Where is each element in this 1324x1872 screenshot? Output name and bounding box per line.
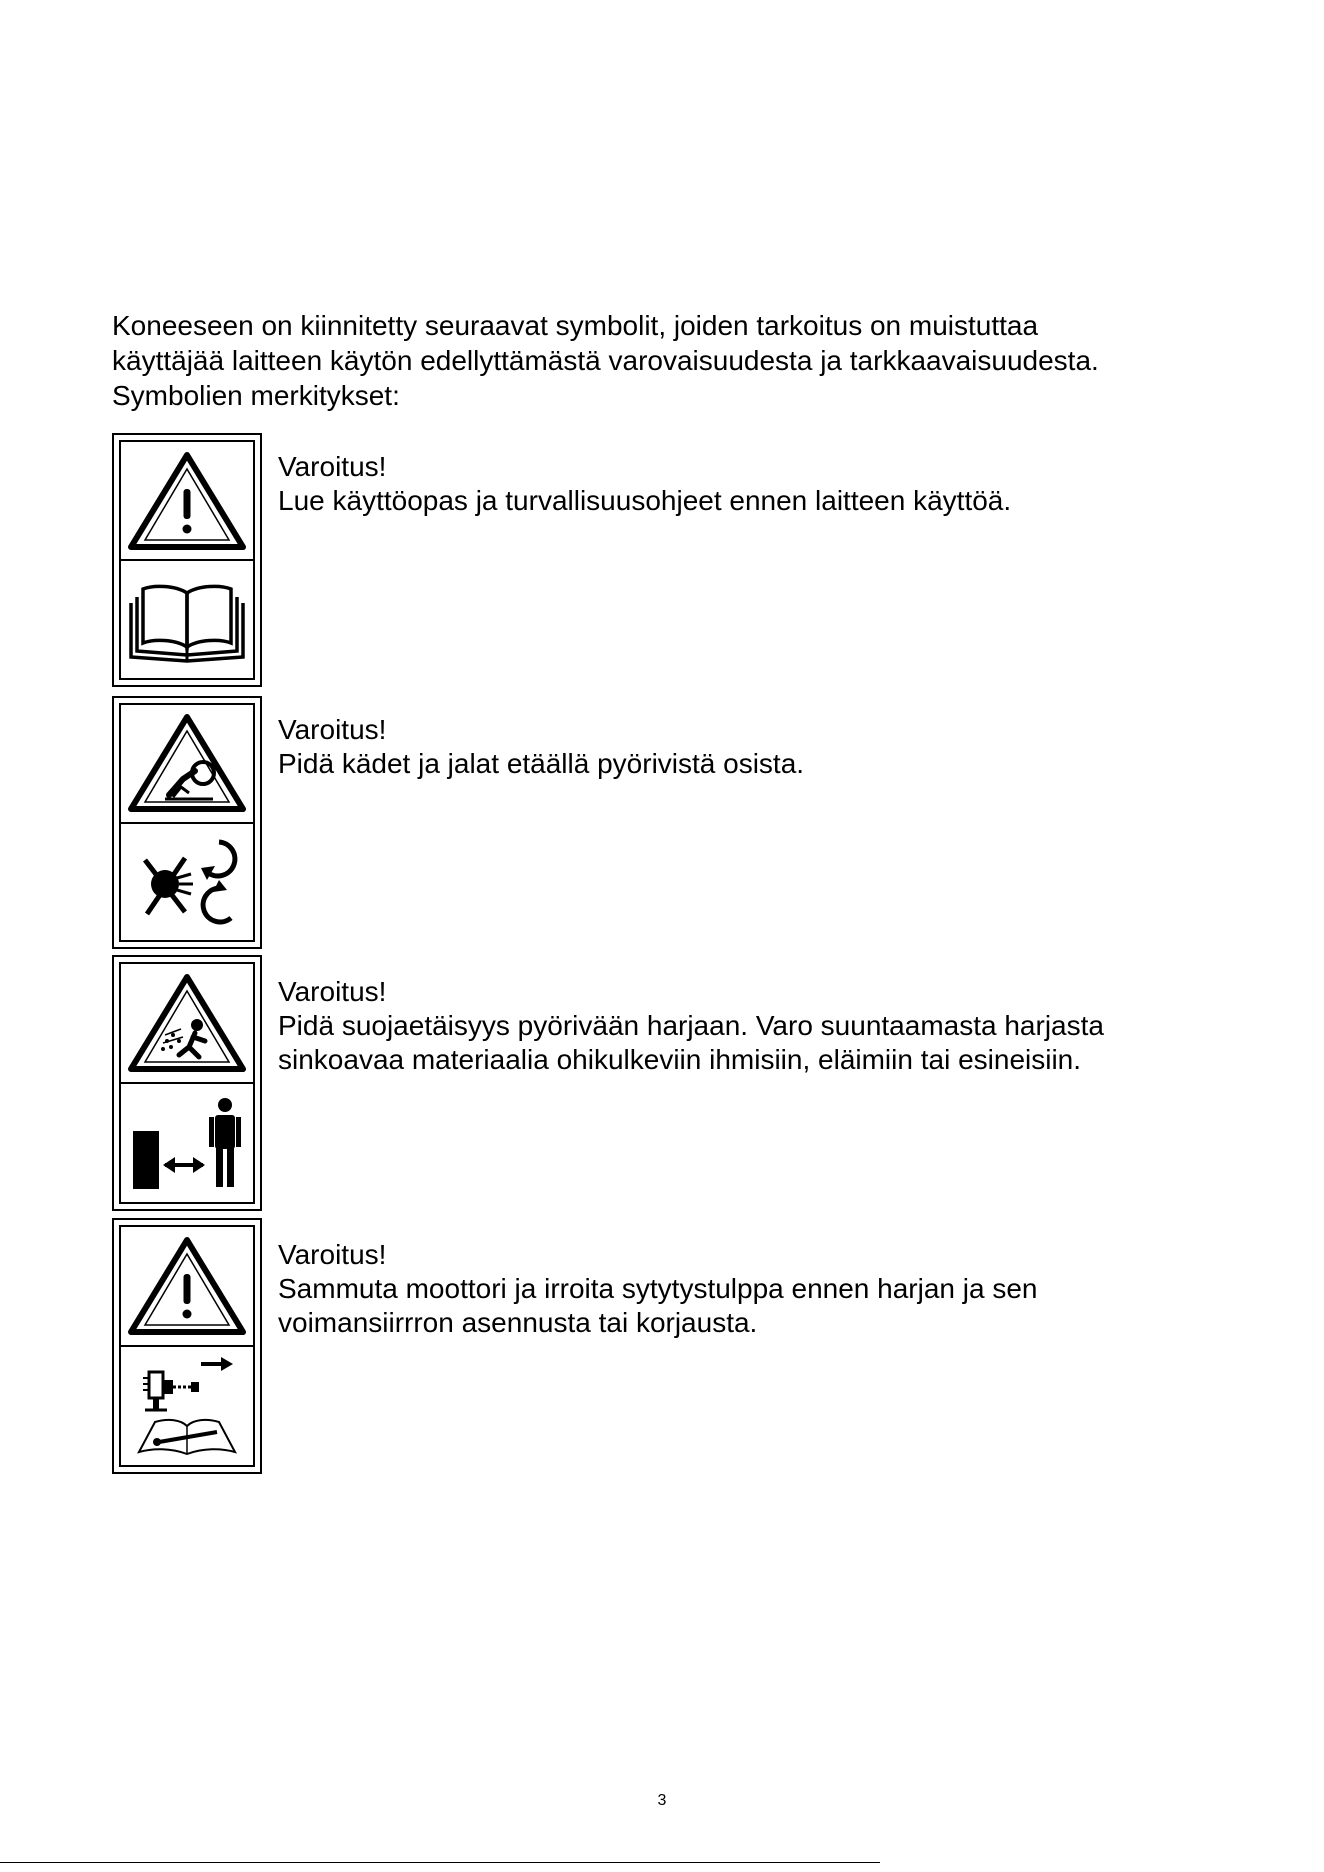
symbol-box-rotating-parts bbox=[112, 696, 262, 949]
symbol-description-rotating-parts bbox=[278, 713, 1238, 781]
disconnect-spark-plug-icon bbox=[125, 1352, 249, 1460]
symbol-top-panel bbox=[121, 964, 253, 1084]
warning-heading: Varoitus! bbox=[278, 714, 387, 745]
intro-line: Koneeseen on kiinnitetty seuraavat symbolit, joiden tarkoitus on muistuttaa bbox=[112, 310, 1039, 341]
symbol-box-disconnect-spark-plug bbox=[112, 1218, 262, 1474]
manual-book-icon bbox=[127, 577, 247, 663]
symbol-box-read-manual bbox=[112, 433, 262, 687]
warning-heading: Varoitus! bbox=[278, 976, 387, 1007]
intro-line: Symbolien merkitykset: bbox=[112, 380, 400, 411]
symbol-description-safe-distance bbox=[278, 975, 1238, 1077]
warning-line: sinkoavaa materiaalia ohikulkeviin ihmisiin, eläimiin tai esineisiin. bbox=[278, 1044, 1082, 1075]
warning-line: voimansiirrron asennusta tai korjausta. bbox=[278, 1307, 758, 1338]
rotating-parts-icon bbox=[127, 834, 247, 930]
warning-heading: Varoitus! bbox=[278, 451, 387, 482]
symbol-bottom-panel bbox=[121, 824, 253, 941]
symbol-top-panel bbox=[121, 705, 253, 824]
safe-distance-icon bbox=[125, 1093, 249, 1193]
thrown-objects-warning-icon bbox=[125, 971, 249, 1075]
warning-line: Lue käyttöopas ja turvallisuusohjeet ennen laitteen käyttöä. bbox=[278, 485, 1012, 516]
warning-triangle-icon bbox=[125, 1234, 249, 1338]
intro-line: käyttäjää laitteen käytön edellyttämästä varovaisuudesta ja tarkkaavaisuudesta. bbox=[112, 345, 1099, 376]
footer-rule bbox=[0, 1862, 880, 1863]
symbol-bottom-panel bbox=[121, 561, 253, 678]
symbol-description-read-manual bbox=[278, 450, 1238, 518]
page-number: 3 bbox=[657, 1792, 667, 1809]
symbol-top-panel bbox=[121, 1227, 253, 1347]
symbol-box-safe-distance bbox=[112, 955, 262, 1211]
hand-entanglement-warning-icon bbox=[125, 711, 249, 815]
warning-heading: Varoitus! bbox=[278, 1239, 387, 1270]
warning-line: Pidä kädet ja jalat etäällä pyörivistä osista. bbox=[278, 748, 805, 779]
warning-line: Pidä suojaetäisyys pyörivään harjaan. Varo suuntaamasta harjasta bbox=[278, 1010, 1104, 1041]
symbol-bottom-panel bbox=[121, 1347, 253, 1465]
symbol-description-disconnect-spark-plug bbox=[278, 1238, 1238, 1340]
warning-line: Sammuta moottori ja irroita sytytystulppa ennen harjan ja sen bbox=[278, 1273, 1038, 1304]
intro-paragraph bbox=[112, 308, 1232, 413]
symbol-top-panel bbox=[121, 442, 253, 561]
warning-triangle-icon bbox=[125, 449, 249, 553]
symbol-bottom-panel bbox=[121, 1084, 253, 1202]
